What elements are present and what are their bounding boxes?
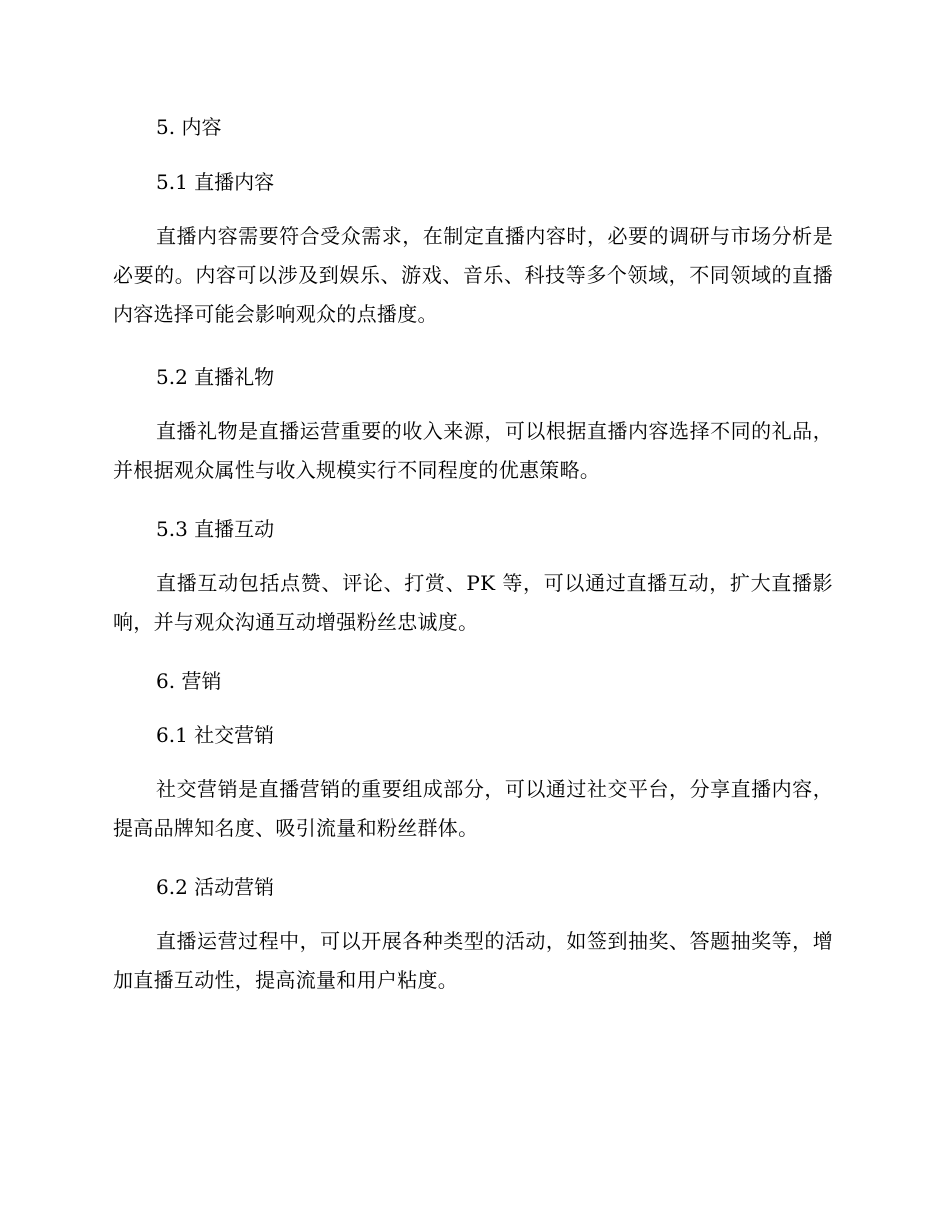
- section-heading: 5. 内容: [156, 115, 222, 139]
- subsection-heading: 5.3 直播互动: [156, 517, 275, 541]
- paragraph: 直播运营过程中，可以开展各种类型的活动，如签到抽奖、答题抽奖等，增加直播互动性，提高流量和用户粘度。: [113, 929, 833, 992]
- paragraph: 直播礼物是直播运营重要的收入来源，可以根据直播内容选择不同的礼品，并根据观众属性与收入规模实行不同程度的优惠策略。: [113, 419, 833, 482]
- paragraph: 直播互动包括点赞、评论、打赏、PK 等，可以通过直播互动，扩大直播影响，并与观众沟通互动增强粉丝忠诚度。: [113, 571, 833, 634]
- paragraph: 直播内容需要符合受众需求，在制定直播内容时，必要的调研与市场分析是必要的。内容可以涉及到娱乐、游戏、音乐、科技等多个领域，不同领域的直播内容选择可能会影响观众的点播度。: [113, 224, 833, 326]
- subsection-heading: 5.1 直播内容: [156, 170, 275, 194]
- subsection-heading: 6.2 活动营销: [156, 875, 275, 899]
- section-heading: 6. 营销: [156, 669, 222, 693]
- subsection-heading: 6.1 社交营销: [156, 723, 275, 747]
- subsection-heading: 5.2 直播礼物: [156, 365, 275, 389]
- paragraph: 社交营销是直播营销的重要组成部分，可以通过社交平台，分享直播内容，提高品牌知名度、吸引流量和粉丝群体。: [113, 777, 833, 840]
